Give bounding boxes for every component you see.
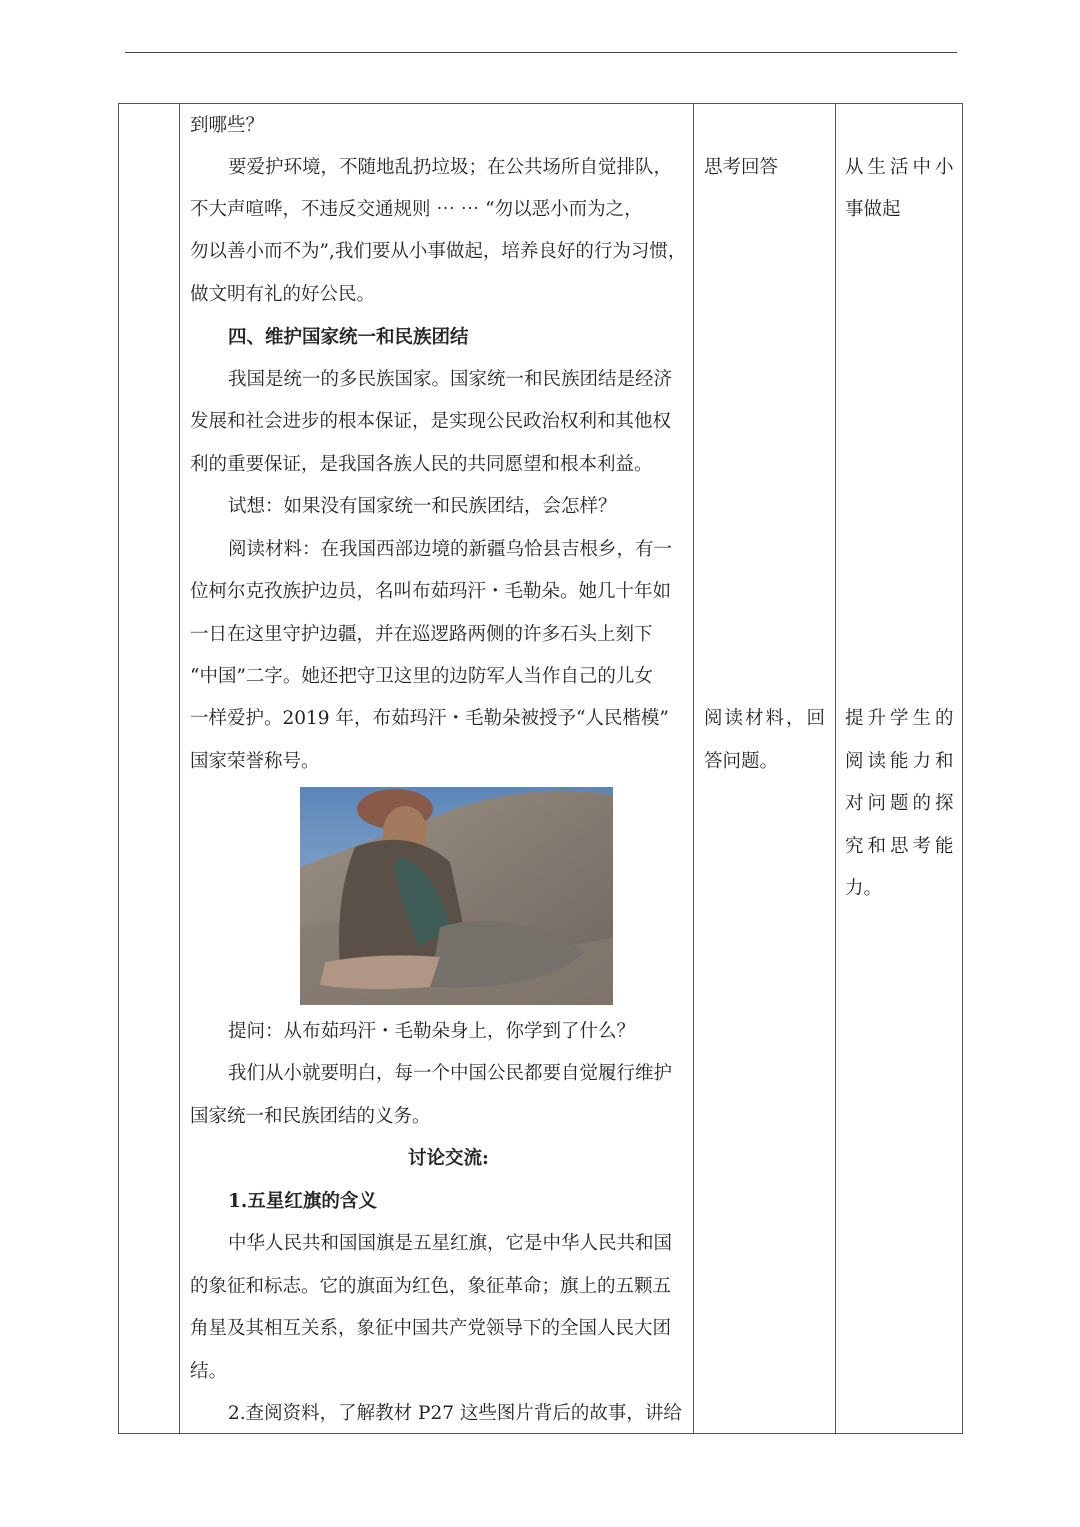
- main-line: 不大声喧哗，不违反交通规则 ⋯ ⋯ “勿以恶小而为之，: [190, 199, 643, 220]
- section-heading: 四、维护国家统一和民族团结: [228, 327, 469, 348]
- main-line: 勿以善小而不为”,我们要从小事做起，培养良好的行为习惯，: [190, 241, 687, 262]
- discussion-heading: 讨论交流:: [408, 1148, 489, 1169]
- main-line: 国家荣誉称号。: [190, 751, 320, 772]
- col-divider-1: [179, 104, 180, 1433]
- main-line: 的象征和标志。它的旗面为红色，象征革命；旗上的五颗五: [190, 1276, 672, 1297]
- main-line: 阅读材料：在我国西部边境的新疆乌恰县吉根乡，有一: [228, 539, 673, 560]
- main-line: 结。: [190, 1361, 228, 1382]
- col-divider-2: [693, 104, 694, 1433]
- main-line: 提问：从布茹玛汗・毛勒朵身上，你学到了什么？: [228, 1021, 636, 1042]
- main-line: 发展和社会进步的根本保证，是实现公民政治权利和其他权: [190, 411, 672, 432]
- main-line: 一样爱护。2019 年，布茹玛汗・毛勒朵被授予“人民楷模”: [190, 708, 669, 729]
- main-line: 到哪些？: [190, 115, 265, 136]
- subheading: 1.五星红旗的含义: [228, 1191, 377, 1212]
- main-line: 2.查阅资料，了解教材 P27 这些图片背后的故事，讲给: [228, 1403, 682, 1424]
- student-activity: 答问题。: [704, 751, 779, 772]
- design-intent: 对问题的探: [845, 793, 958, 814]
- main-line: 一日在这里守护边疆，并在巡逻路两侧的许多石头上刻下: [190, 624, 653, 645]
- design-intent: 事做起: [845, 199, 901, 220]
- design-intent: 阅读能力和: [845, 751, 958, 772]
- main-line: 我们从小就要明白，每一个中国公民都要自觉履行维护: [228, 1063, 673, 1084]
- main-line: 要爱护环境，不随地乱扔垃圾；在公共场所自觉排队，: [228, 157, 673, 178]
- design-intent: 从生活中小: [845, 157, 958, 178]
- main-line: “中国”二字。她还把守卫这里的边防军人当作自己的儿女: [190, 666, 653, 687]
- student-activity: 阅读材料，回: [704, 708, 828, 729]
- main-line: 试想：如果没有国家统一和民族团结，会怎样？: [228, 496, 617, 517]
- design-intent: 究和思考能: [845, 836, 958, 857]
- main-line: 我国是统一的多民族国家。国家统一和民族团结是经济: [228, 369, 673, 390]
- header-rule: [125, 52, 957, 53]
- guardian-photo: [300, 787, 613, 1005]
- design-intent: 提升学生的: [845, 708, 958, 729]
- main-line: 中华人民共和国国旗是五星红旗，它是中华人民共和国: [228, 1233, 673, 1254]
- main-line: 角星及其相互关系，象征中国共产党领导下的全国人民大团: [190, 1318, 672, 1339]
- main-line: 做文明有礼的好公民。: [190, 284, 376, 305]
- student-activity: 思考回答: [704, 157, 779, 178]
- main-line: 利的重要保证，是我国各族人民的共同愿望和根本利益。: [190, 454, 653, 475]
- main-line: 位柯尔克孜族护边员，名叫布茹玛汗・毛勒朵。她几十年如: [190, 581, 672, 602]
- col-divider-3: [835, 104, 836, 1433]
- design-intent: 力。: [845, 878, 883, 899]
- main-line: 国家统一和民族团结的义务。: [190, 1106, 431, 1127]
